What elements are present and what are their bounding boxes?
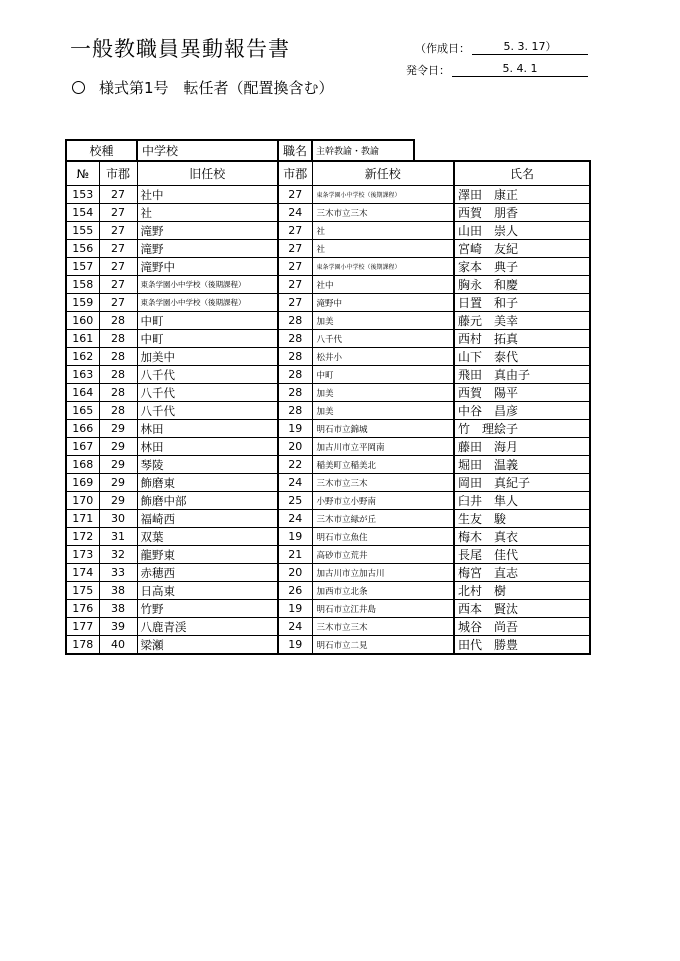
- new-city-code: 21: [278, 546, 312, 564]
- old-city-code: 38: [99, 600, 137, 618]
- position-label: 職名: [278, 140, 312, 161]
- row-number: 169: [66, 474, 99, 492]
- new-city-code: 27: [278, 258, 312, 276]
- new-school: 三木市立三木: [312, 618, 454, 636]
- staff-name: 澤田 康正: [454, 186, 590, 204]
- new-city-code: 28: [278, 384, 312, 402]
- new-school: 小野市立小野南: [312, 492, 454, 510]
- staff-name: 堀田 温義: [454, 456, 590, 474]
- old-school: 飾磨東: [137, 474, 278, 492]
- old-school: 中町: [137, 330, 278, 348]
- new-school: 八千代: [312, 330, 454, 348]
- new-city-code: 28: [278, 348, 312, 366]
- old-school: 東条学園小中学校（後期課程）: [137, 294, 278, 312]
- old-city-code: 28: [99, 330, 137, 348]
- old-school: 飾磨中部: [137, 492, 278, 510]
- staff-name: 胸永 和慶: [454, 276, 590, 294]
- row-number: 160: [66, 312, 99, 330]
- old-school: 双葉: [137, 528, 278, 546]
- row-number: 172: [66, 528, 99, 546]
- row-number: 158: [66, 276, 99, 294]
- new-school: 加美: [312, 384, 454, 402]
- staff-name: 竹 理絵子: [454, 420, 590, 438]
- table-row: [66, 600, 590, 618]
- new-city-code: 20: [278, 564, 312, 582]
- new-city-code: 27: [278, 222, 312, 240]
- table-row: [66, 618, 590, 636]
- old-city-code: 28: [99, 384, 137, 402]
- row-number: 162: [66, 348, 99, 366]
- row-number: 175: [66, 582, 99, 600]
- new-city-code: 28: [278, 402, 312, 420]
- old-school: 社中: [137, 186, 278, 204]
- new-city-code: 27: [278, 294, 312, 312]
- row-number: 157: [66, 258, 99, 276]
- row-number: 177: [66, 618, 99, 636]
- new-school: 東条学園小中学校（後期課程）: [312, 258, 454, 276]
- new-city-code: 19: [278, 528, 312, 546]
- table-row: [66, 330, 590, 348]
- new-city-code: 28: [278, 312, 312, 330]
- old-city-code: 39: [99, 618, 137, 636]
- row-number: 178: [66, 636, 99, 655]
- old-city-code: 27: [99, 240, 137, 258]
- table-row: [66, 384, 590, 402]
- staff-name: 長尾 佳代: [454, 546, 590, 564]
- new-school: 明石市立錦城: [312, 420, 454, 438]
- old-city-code: 31: [99, 528, 137, 546]
- old-city-code: 27: [99, 222, 137, 240]
- staff-name: 日置 和子: [454, 294, 590, 312]
- old-school: 滝野: [137, 240, 278, 258]
- row-number: 176: [66, 600, 99, 618]
- new-school: 加古川市立加古川: [312, 564, 454, 582]
- row-number: 161: [66, 330, 99, 348]
- row-number: 164: [66, 384, 99, 402]
- old-school: 赤穂西: [137, 564, 278, 582]
- row-number: 168: [66, 456, 99, 474]
- old-city-code: 29: [99, 420, 137, 438]
- old-city-code: 28: [99, 312, 137, 330]
- old-city-code: 27: [99, 276, 137, 294]
- new-school: 三木市立三木: [312, 474, 454, 492]
- form-subtitle: [72, 77, 334, 98]
- position-value: 主幹教諭・教諭: [312, 140, 414, 161]
- row-number: 163: [66, 366, 99, 384]
- row-number: 167: [66, 438, 99, 456]
- new-school: 滝野中: [312, 294, 454, 312]
- table-row: [66, 294, 590, 312]
- page-title: 一般教職員異動報告書: [70, 37, 290, 61]
- issue-date-label: 発令日：: [406, 64, 450, 77]
- old-city-code: 32: [99, 546, 137, 564]
- new-school: 中町: [312, 366, 454, 384]
- table-row: [66, 312, 590, 330]
- new-school: 明石市立魚住: [312, 528, 454, 546]
- staff-name: 梅木 真衣: [454, 528, 590, 546]
- old-school: 社: [137, 204, 278, 222]
- staff-name: 西本 賢汰: [454, 600, 590, 618]
- old-city-code: 28: [99, 366, 137, 384]
- old-school: 滝野: [137, 222, 278, 240]
- old-city-code: 33: [99, 564, 137, 582]
- form-subtitle-text: 様式第1号 転任者（配置換含む）: [99, 79, 334, 97]
- old-school: 林田: [137, 438, 278, 456]
- table-row: [66, 636, 590, 655]
- table-row: [66, 402, 590, 420]
- col-header-city-new: 市郡: [278, 161, 312, 186]
- new-school: 加美: [312, 402, 454, 420]
- old-city-code: 28: [99, 402, 137, 420]
- new-school: 高砂市立荒井: [312, 546, 454, 564]
- transfer-table: [65, 160, 591, 655]
- col-header-no: №: [66, 161, 99, 186]
- staff-name: 西村 拓真: [454, 330, 590, 348]
- new-city-code: 24: [278, 510, 312, 528]
- old-school: 加美中: [137, 348, 278, 366]
- staff-name: 藤田 海月: [454, 438, 590, 456]
- new-city-code: 28: [278, 366, 312, 384]
- new-school: 明石市立江井島: [312, 600, 454, 618]
- old-city-code: 29: [99, 492, 137, 510]
- table-row: [66, 564, 590, 582]
- table-row: [66, 240, 590, 258]
- new-city-code: 26: [278, 582, 312, 600]
- staff-name: 中谷 昌彦: [454, 402, 590, 420]
- old-city-code: 40: [99, 636, 137, 655]
- row-number: 171: [66, 510, 99, 528]
- staff-name: 西賀 朋香: [454, 204, 590, 222]
- old-city-code: 28: [99, 348, 137, 366]
- row-number: 165: [66, 402, 99, 420]
- new-school: 社: [312, 222, 454, 240]
- old-city-code: 27: [99, 258, 137, 276]
- table-row: [66, 186, 590, 204]
- new-school: 明石市立二見: [312, 636, 454, 655]
- old-school: 梁瀬: [137, 636, 278, 655]
- table-row: [66, 528, 590, 546]
- old-school: 龍野東: [137, 546, 278, 564]
- table-row: [66, 222, 590, 240]
- school-type-value: 中学校: [137, 140, 278, 161]
- new-city-code: 22: [278, 456, 312, 474]
- table-row: [66, 582, 590, 600]
- new-school: 加西市立北条: [312, 582, 454, 600]
- staff-name: 山下 泰代: [454, 348, 590, 366]
- new-city-code: 24: [278, 618, 312, 636]
- created-date-value: 5. 3. 17）: [472, 39, 588, 55]
- staff-name: 田代 勝豊: [454, 636, 590, 655]
- new-school: 社: [312, 240, 454, 258]
- new-school: 加古川市立平岡南: [312, 438, 454, 456]
- table-row: [66, 456, 590, 474]
- old-city-code: 29: [99, 474, 137, 492]
- old-city-code: 38: [99, 582, 137, 600]
- staff-name: 梅宮 直志: [454, 564, 590, 582]
- table-row: [66, 366, 590, 384]
- new-city-code: 24: [278, 204, 312, 222]
- old-school: 竹野: [137, 600, 278, 618]
- row-number: 174: [66, 564, 99, 582]
- staff-name: 北村 樹: [454, 582, 590, 600]
- new-city-code: 27: [278, 186, 312, 204]
- created-date-label: （作成日：: [415, 42, 470, 55]
- table-row: [66, 258, 590, 276]
- staff-name: 宮崎 友紀: [454, 240, 590, 258]
- staff-name: 山田 崇人: [454, 222, 590, 240]
- row-number: 166: [66, 420, 99, 438]
- row-number: 155: [66, 222, 99, 240]
- staff-name: 岡田 真紀子: [454, 474, 590, 492]
- circle-icon: [72, 81, 85, 94]
- staff-name: 城谷 尚吾: [454, 618, 590, 636]
- col-header-old-school: 旧任校: [137, 161, 278, 186]
- new-city-code: 20: [278, 438, 312, 456]
- new-city-code: 19: [278, 420, 312, 438]
- staff-name: 家本 典子: [454, 258, 590, 276]
- new-school: 加美: [312, 312, 454, 330]
- col-header-city-old: 市郡: [99, 161, 137, 186]
- new-city-code: 27: [278, 276, 312, 294]
- new-school: 社中: [312, 276, 454, 294]
- school-type-label: 校種: [66, 140, 137, 161]
- old-city-code: 30: [99, 510, 137, 528]
- old-school: 八千代: [137, 384, 278, 402]
- row-number: 153: [66, 186, 99, 204]
- issue-date-value: 5. 4. 1: [452, 61, 588, 77]
- old-school: 林田: [137, 420, 278, 438]
- old-school: 琴陵: [137, 456, 278, 474]
- old-city-code: 29: [99, 438, 137, 456]
- col-header-name: 氏名: [454, 161, 590, 186]
- staff-name: 生友 駿: [454, 510, 590, 528]
- table-row: [66, 492, 590, 510]
- old-school: 日高東: [137, 582, 278, 600]
- info-table: [65, 139, 415, 162]
- new-city-code: 27: [278, 240, 312, 258]
- old-school: 八鹿青渓: [137, 618, 278, 636]
- table-row: [66, 348, 590, 366]
- old-school: 中町: [137, 312, 278, 330]
- new-city-code: 28: [278, 330, 312, 348]
- row-number: 173: [66, 546, 99, 564]
- table-row: [66, 420, 590, 438]
- row-number: 154: [66, 204, 99, 222]
- staff-name: 飛田 真由子: [454, 366, 590, 384]
- new-city-code: 24: [278, 474, 312, 492]
- old-city-code: 27: [99, 204, 137, 222]
- new-school: 三木市立緑が丘: [312, 510, 454, 528]
- col-header-new-school: 新任校: [312, 161, 454, 186]
- row-number: 170: [66, 492, 99, 510]
- new-school: 三木市立三木: [312, 204, 454, 222]
- old-school: 滝野中: [137, 258, 278, 276]
- old-city-code: 29: [99, 456, 137, 474]
- old-school: 八千代: [137, 366, 278, 384]
- row-number: 159: [66, 294, 99, 312]
- new-school: 松井小: [312, 348, 454, 366]
- table-row: [66, 438, 590, 456]
- staff-name: 臼井 隼人: [454, 492, 590, 510]
- old-city-code: 27: [99, 186, 137, 204]
- new-school: 稲美町立稲美北: [312, 456, 454, 474]
- table-row: [66, 204, 590, 222]
- new-city-code: 25: [278, 492, 312, 510]
- old-school: 八千代: [137, 402, 278, 420]
- old-school: 福崎西: [137, 510, 278, 528]
- staff-name: 西賀 陽平: [454, 384, 590, 402]
- new-city-code: 19: [278, 600, 312, 618]
- table-row: [66, 510, 590, 528]
- row-number: 156: [66, 240, 99, 258]
- staff-name: 藤元 美幸: [454, 312, 590, 330]
- old-school: 東条学園小中学校（後期課程）: [137, 276, 278, 294]
- table-header-row: [66, 161, 590, 186]
- table-row: [66, 276, 590, 294]
- table-row: [66, 474, 590, 492]
- new-school: 東条学園小中学校（後期課程）: [312, 186, 454, 204]
- new-city-code: 19: [278, 636, 312, 655]
- old-city-code: 27: [99, 294, 137, 312]
- table-row: [66, 546, 590, 564]
